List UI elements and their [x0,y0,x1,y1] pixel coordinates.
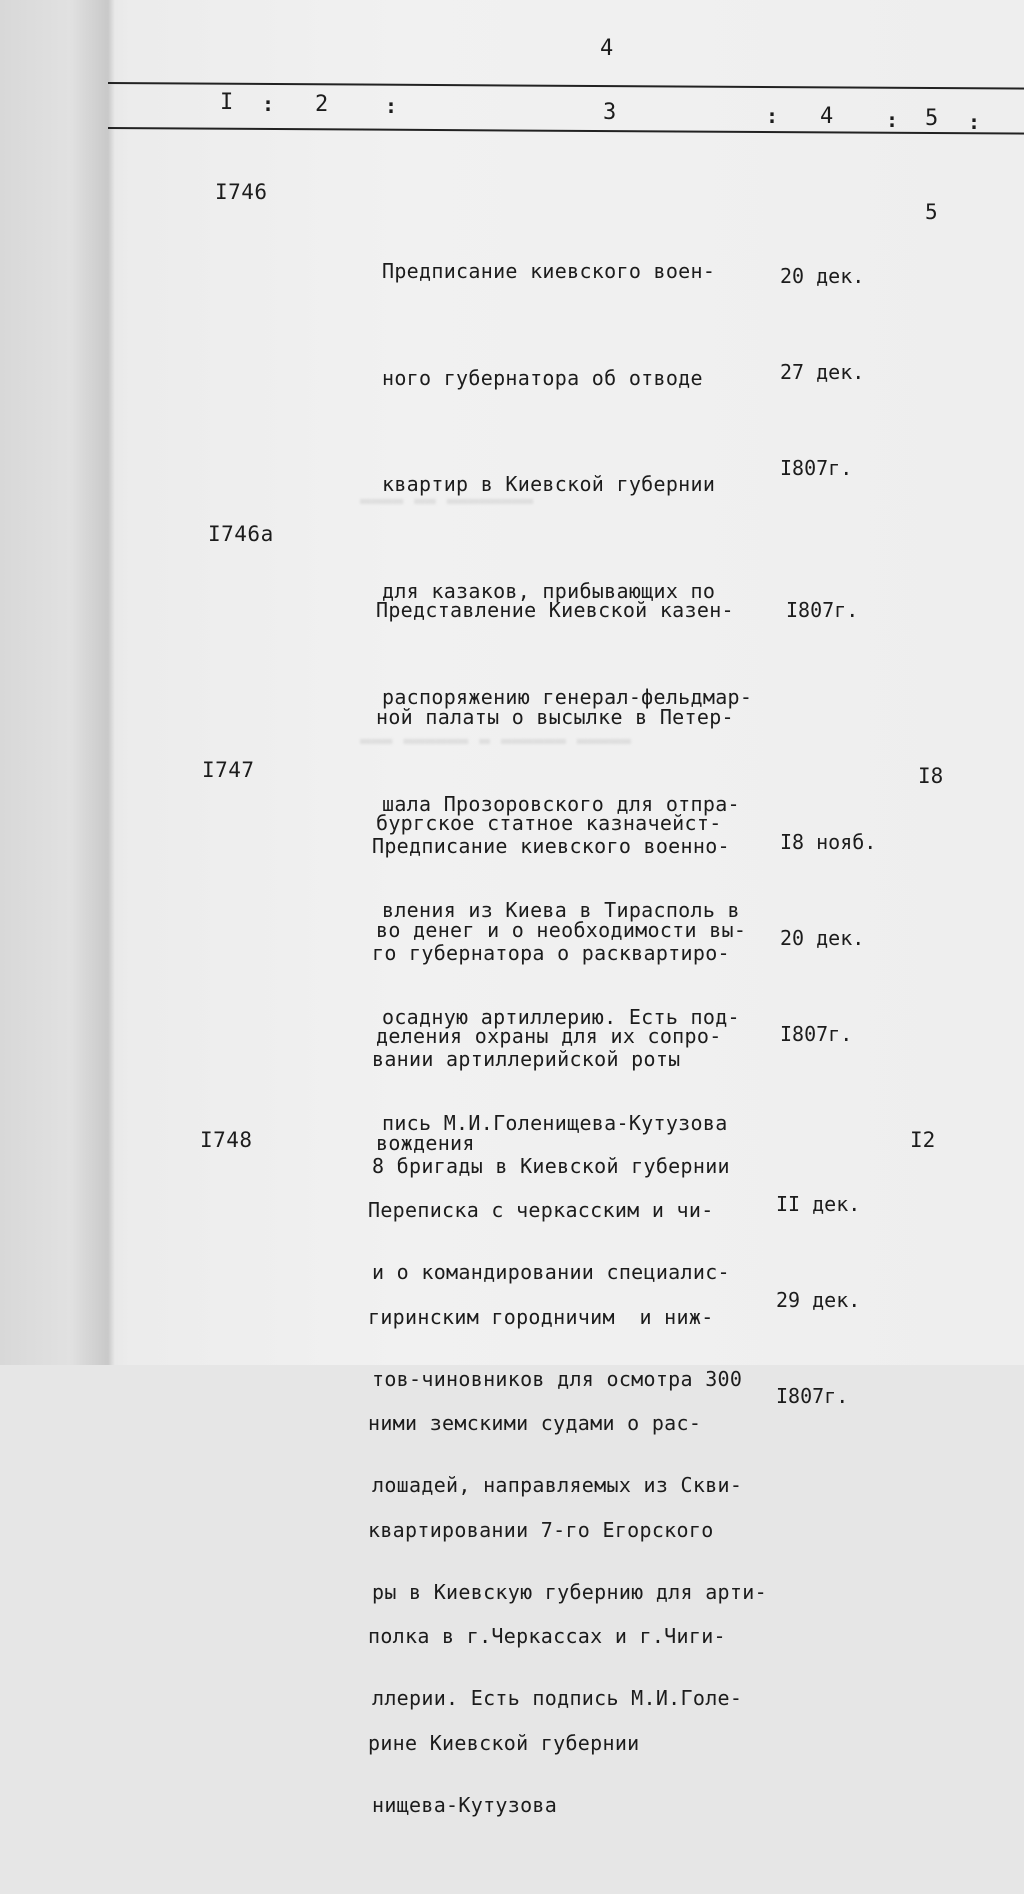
column-separator: : [968,110,981,134]
description-line: ры в Киевскую губернию для арти- [372,1579,767,1604]
date-line: I807г. [786,598,859,622]
description-line: шала Прозоровского для отпра- [382,791,740,816]
description-line: гиринским городничим и ниж- [368,1304,714,1329]
bleed-through-text: ▬▬▬ ▬▬▬▬▬▬ ▬ ▬▬▬▬▬▬ ▬▬▬▬▬ [360,730,631,751]
description-line: вождения [376,1130,475,1155]
column-separator: : [766,104,779,128]
page-number: 4 [600,36,614,61]
column-number-4: 4 [820,104,834,129]
date-line: 29 дек. [776,1288,861,1312]
entry-dates [780,196,864,548]
date-line: I807г. [780,456,853,480]
description-line: вании артиллерийской роты [372,1047,681,1071]
inventory-number: I748 [200,1128,253,1152]
sheet-count: 5 [925,200,938,224]
description-line: осадную артиллерию. Есть под- [382,1004,740,1029]
description-line: ллерии. Есть подпись М.И.Голе- [372,1686,743,1710]
description-line: квартир в Киевской губернии [382,472,716,496]
bleed-through-text: ▬▬▬▬ ▬▬ ▬▬▬▬▬▬▬▬ [360,490,534,511]
description-line: рине Киевской губернии [368,1730,640,1755]
date-line: I807г. [776,1384,849,1408]
description-line: бургское статное казначейст- [376,811,722,835]
header-top-rule [108,82,1024,90]
date-line: 27 дек. [780,360,865,384]
entry-dates [776,1124,860,1476]
date-line: 20 дек. [780,926,865,950]
date-line: I807г. [780,1022,853,1046]
column-separator: : [262,92,275,116]
entry-dates [786,530,858,690]
description-line: тов-чиновников для осмотра 300 [372,1366,743,1391]
description-line: во денег и о необходимости вы- [376,917,747,942]
column-number-1: I [220,90,234,115]
description-line: для казаков, прибывающих по [382,578,716,603]
description-line: ними земскими судами о рас- [368,1411,702,1435]
inventory-number: I746 [215,180,268,204]
description-line: пись М.И.Голенищева-Кутузова [382,1111,728,1135]
description-line: 8 бригады в Киевской губернии [372,1153,730,1178]
date-line: I8 нояб. [780,830,877,854]
date-line: II дек. [776,1192,861,1216]
description-line: ной палаты о высылке в Петер- [376,704,734,729]
description-line: Предписание киевского воен- [382,259,716,283]
description-line: квартировании 7-го Егорского [368,1517,714,1542]
description-line: деления охраны для их сопро- [376,1024,722,1048]
column-separator: : [385,94,398,118]
column-number-5: 5 [925,106,939,131]
description-line: нищева-Кутузова [372,1792,558,1817]
description-line: лошадей, направляемых из Скви- [372,1473,743,1497]
inventory-number: I747 [202,758,255,782]
description-line: Переписка с черкасским и чи- [368,1198,714,1222]
description-line: Представление Киевской казен- [376,598,734,622]
page-gutter-shadow [0,0,115,1365]
description-line: распоряжению генерал-фельдмар- [382,685,753,709]
date-line: 20 дек. [780,264,865,288]
column-number-3: 3 [603,100,617,125]
entry-description [368,1122,726,1832]
sheet-count: I8 [918,764,944,788]
description-line: Предписание киевского военно- [372,834,730,858]
sheet-count: I2 [910,1128,936,1152]
inventory-number: I746а [208,522,274,546]
description-line: вления из Киева в Тирасполь в [382,898,740,922]
description-line: и о командировании специалис- [372,1260,730,1284]
column-separator: : [886,108,899,132]
description-line: полка в г.Черкассах и г.Чиги- [368,1624,726,1648]
column-number-2: 2 [315,92,329,117]
description-line: го губернатора о расквартиро- [372,940,730,965]
entry-dates [780,762,876,1114]
description-line: ного губернатора об отводе [382,365,703,390]
